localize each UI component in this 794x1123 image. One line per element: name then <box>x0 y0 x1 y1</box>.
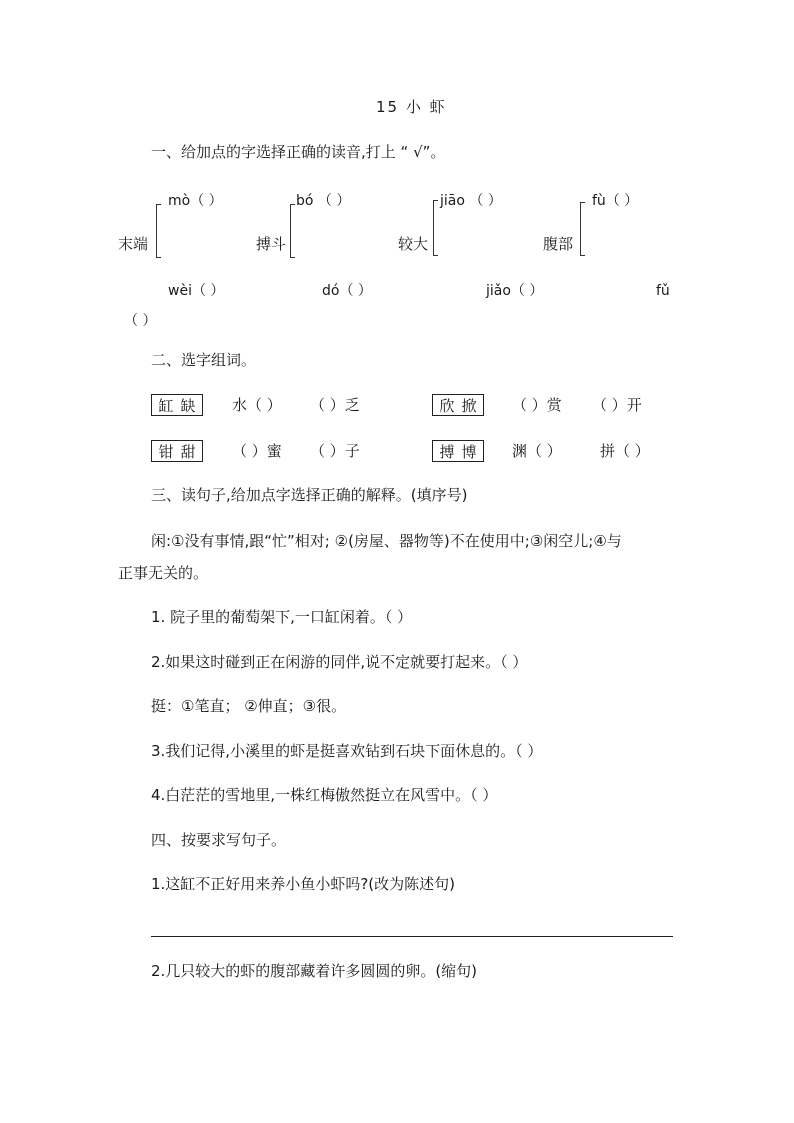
fill-item: （ ）蜜 <box>232 442 282 460</box>
answer-blank: （ ） <box>124 313 157 329</box>
section4-heading: 四、按要求写句子。 <box>151 831 287 849</box>
fill-item: （ ）开 <box>592 396 642 414</box>
brace-bracket <box>433 200 438 256</box>
char-option: 缸 <box>158 396 174 415</box>
page-title: 15 小 虾 <box>376 98 447 116</box>
char-choice-box <box>151 440 203 462</box>
char-choice-box <box>432 440 484 462</box>
pinyin-option-top: mò（ ） <box>168 193 223 209</box>
char-option: 博 <box>461 442 477 461</box>
word-item: 搏斗 <box>256 235 287 253</box>
char-option: 搏 <box>439 442 455 461</box>
char-choice-box <box>151 394 203 416</box>
pinyin-option-top: jiāo （ ） <box>440 193 502 209</box>
question-item: 2.如果这时碰到正在闲游的同伴,说不定就要打起来。（ ） <box>151 653 528 671</box>
question-item: 4.白茫茫的雪地里,一株红梅傲然挺立在风雪中。（ ） <box>151 786 498 804</box>
char-choice-box <box>432 394 484 416</box>
pinyin-option-bottom: fǔ <box>656 283 670 299</box>
pinyin-option-bottom: jiǎo（ ） <box>486 283 544 299</box>
word-item: 较大 <box>398 235 429 253</box>
question-item: 1.这缸不正好用来养小鱼小虾吗?(改为陈述句) <box>151 875 455 893</box>
fill-item: 渊（ ） <box>512 442 562 460</box>
question-item: 3.我们记得,小溪里的虾是挺喜欢钻到石块下面休息的。（ ） <box>151 742 543 760</box>
fill-item: （ ）子 <box>310 442 360 460</box>
brace-bracket <box>156 204 161 258</box>
char-option: 欣 <box>439 396 455 415</box>
pinyin-option-top: fù（ ） <box>592 193 639 209</box>
definition-line: 正事无关的。 <box>118 564 209 582</box>
brace-bracket <box>580 202 585 256</box>
pinyin-option-top: bó （ ） <box>296 193 351 209</box>
fill-item: （ ）乏 <box>310 396 360 414</box>
fill-item: 拼（ ） <box>600 442 650 460</box>
fill-item: （ ）赏 <box>512 396 562 414</box>
section3-heading: 三、读句子,给加点字选择正确的解释。(填序号) <box>151 486 468 504</box>
question-item: 1. 院子里的葡萄架下,一口缸闲着。（ ） <box>151 608 413 626</box>
section2-heading: 二、选字组词。 <box>151 351 257 369</box>
brace-bracket <box>290 204 295 258</box>
word-item: 末端 <box>118 235 149 253</box>
fill-item: 水（ ） <box>232 396 282 414</box>
char-option: 缺 <box>180 396 196 415</box>
word-item: 腹部 <box>543 235 574 253</box>
pinyin-option-bottom: dó（ ） <box>322 283 372 299</box>
char-option: 甜 <box>180 442 196 461</box>
answer-line[interactable] <box>151 936 673 937</box>
char-option: 钳 <box>158 442 174 461</box>
char-option: 掀 <box>461 396 477 415</box>
pinyin-option-bottom: wèi（ ） <box>168 283 225 299</box>
question-item: 2.几只较大的虾的腹部藏着许多圆圆的卵。(缩句) <box>151 962 478 980</box>
definition-line: 挺：①笔直； ②伸直；③很。 <box>151 697 347 715</box>
section1-heading: 一、给加点的字选择正确的读音,打上 “ √”。 <box>151 143 446 161</box>
definition-line: 闲:①没有事情,跟“忙”相对; ②(房屋、器物等)不在使用中;③闲空儿;④与 <box>151 532 622 550</box>
